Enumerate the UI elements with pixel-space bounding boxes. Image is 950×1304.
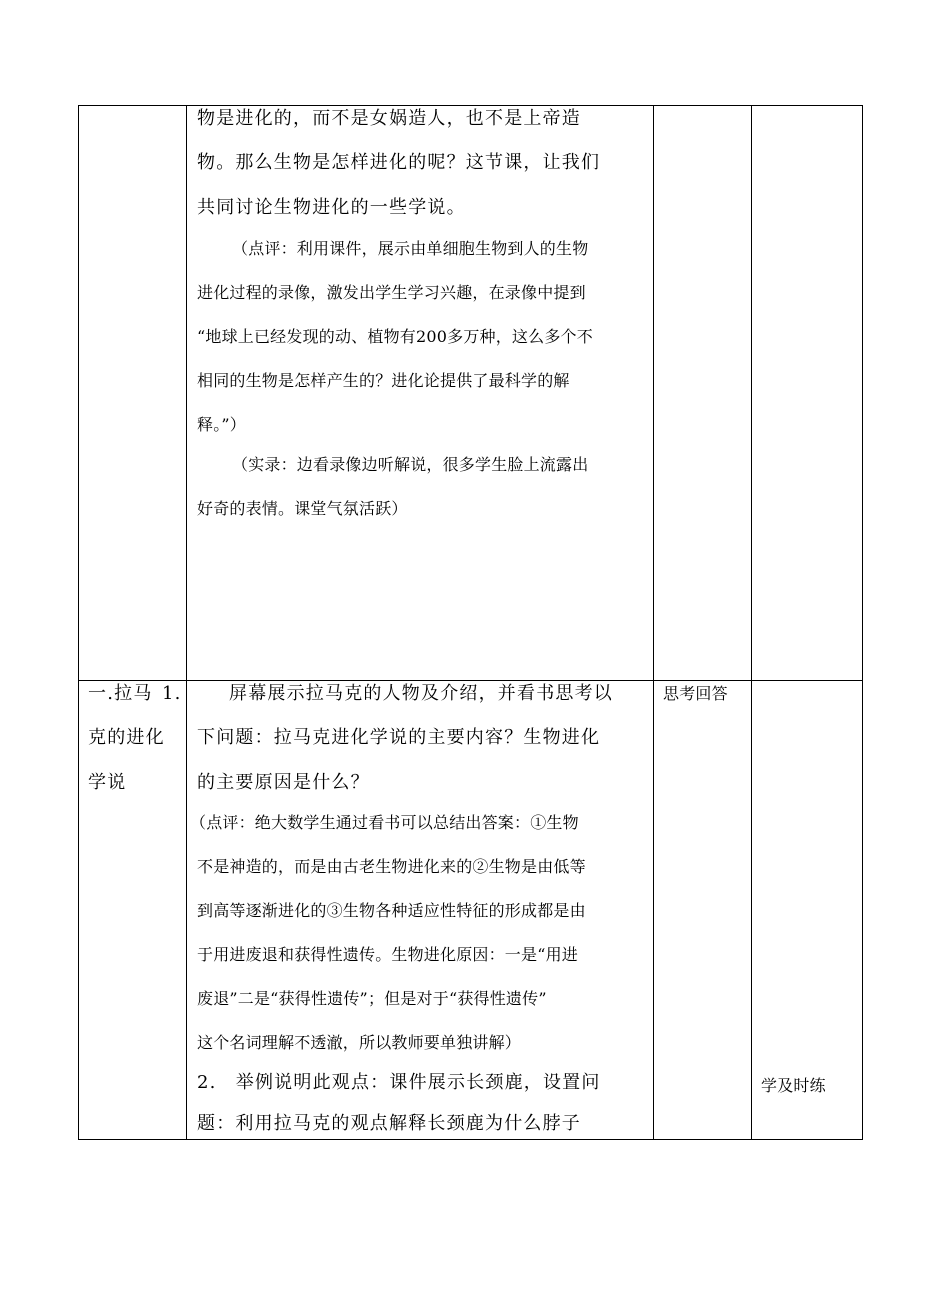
text-line: （点评：利用课件，展示由单细胞生物到人的生物 [232, 239, 589, 258]
text-line: 共同讨论生物进化的一些学说。 [197, 197, 466, 218]
row-divider [78, 680, 863, 681]
text-line: 好奇的表情。课堂气氛活跃） [197, 499, 408, 518]
column-divider-1 [186, 105, 187, 1140]
item-number: 1. [162, 683, 182, 704]
text-line: 物。那么生物是怎样进化的呢？这节课，让我们 [197, 152, 601, 173]
text-line: 到高等逐渐进化的③生物各种适应性特征的形成都是由 [197, 901, 586, 920]
text-line: 这个名词理解不透澈，所以教师要单独讲解） [197, 1033, 522, 1052]
design-intent: 学及时练 [761, 1076, 826, 1095]
text-line: （实录：边看录像边听解说，很多学生脸上流露出 [232, 455, 589, 474]
text-line: “地球上已经发现的动、植物有200多万种，这么多个不 [197, 327, 593, 346]
section-title-line: 学说 [88, 772, 127, 793]
table-frame [78, 105, 863, 1140]
text-line: 进化过程的录像，激发出学生学习兴趣，在录像中提到 [197, 283, 586, 302]
text-line: 于用进废退和获得性遗传。生物进化原因：一是“用进 [197, 945, 578, 964]
section-title-line: 克的进化 [88, 727, 165, 748]
section-title-line: 一.拉马 [88, 683, 153, 704]
text-line: 不是神造的，而是由古老生物进化来的②生物是由低等 [197, 857, 586, 876]
text-line: 相同的生物是怎样产生的？进化论提供了最科学的解 [197, 371, 570, 390]
column-divider-2 [653, 105, 654, 1140]
text-line: 物是进化的，而不是女娲造人，也不是上帝造 [197, 108, 581, 129]
text-line: 屏幕展示拉马克的人物及介绍，并看书思考以 [229, 683, 613, 704]
student-activity: 思考回答 [663, 684, 728, 703]
text-line: 废退”二是“获得性遗传”；但是对于“获得性遗传” [197, 989, 547, 1008]
text-line: 释。”） [197, 415, 246, 434]
text-line: （点评：绝大数学生通过看书可以总结出答案：①生物 [190, 813, 579, 832]
text-line: 题：利用拉马克的观点解释长颈鹿为什么脖子 [197, 1113, 581, 1134]
text-line: 的主要原因是什么？ [197, 772, 370, 793]
column-divider-3 [751, 105, 752, 1140]
text-line: 2. 举例说明此观点：课件展示长颈鹿，设置问 [197, 1072, 601, 1093]
text-line: 下问题：拉马克进化学说的主要内容？生物进化 [197, 727, 601, 748]
